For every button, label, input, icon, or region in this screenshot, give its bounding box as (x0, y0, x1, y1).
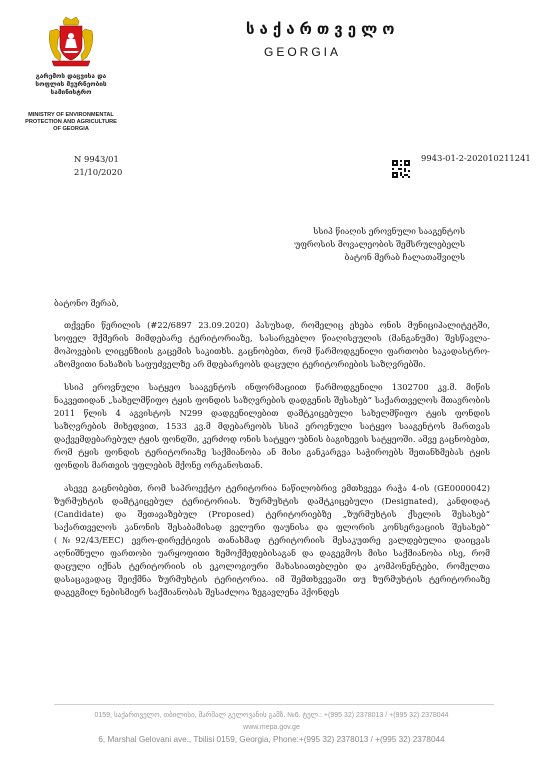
recipient-block (294, 225, 465, 264)
document-date: 21/10/2020 (74, 167, 123, 177)
recipient-line: სსიპ წიაღის ეროვნული სააგენტოს (313, 226, 465, 236)
document-code: 9943-01-2-202010211241 (421, 153, 531, 163)
footer-address-georgian: 0159, საქართველო, თბილისი, მარშალ გელოვანის გამზ. №6. ტელ.: +(995 32) 2378013 / +(995 32) 2378044 (94, 712, 449, 719)
document-number: N 9943/01 (74, 154, 119, 164)
letter-body (54, 297, 490, 609)
country-name-georgian: საქართველო (246, 20, 400, 38)
footer-website: www.mepa.gov.ge (243, 724, 300, 731)
body-paragraph: თქვენი წერილის (#22/6897 23.09.2020) პასუხად, რომელიც ეხება ონის მუნიციპალიტეტში, სოფელ შქმერის მიმდებარე ტერიტორიაზე, სასარგებლო წიაღისეულის (მანგანუმი) შესწავლა-მოპოვების ლიცენზიის გაცემის საკითხს. გაცნობებთ, რომ წარმოდგენილი ფართობი საკადასტრო-აზომვითი ნახაზის საფუძველზე არ მდებარეობს დაცული ტერიტორიების საზღვრებში. (54, 320, 490, 369)
country-name-english: GEORGIA (264, 45, 342, 59)
document-reference (74, 153, 122, 179)
salutation: ბატონო მერაბ, (54, 298, 119, 308)
body-paragraph: ასევე გაცნობებთ, რომ საპროექტო ტერიტორია ნაწილობრივ ემთხვევა რაჭა 4-ის (GE0000042) ზურმუხტის დამტკიცებულ ტერიტორიას. ზურმუხტის დამტკიცებული (Designated), კანდიდატ (Candidate) და შეთავაზებულ (Proposed) ტერიტორიებზე „ზურმუხტის ქსელის შესახებ“ საქართველოს კანონის შესაბამისად ველური ფაუნისა და ფლორის კონსერვაციის შესახებ“ (№92/43/EEC) ევრო-დირექტივის თანახმად ტერიტორიის მესაკუთრე ვალდებულია დაიცვას აღნიშნული ფართობი უარყოფითი ზემოქმედებისაგან და დაგეგმოს მისი საქმიანობა ისე, რომ დაცული იქნას ტერიტორიის ის ეკოლოგიური მახასიათებლები და კომპონენტები, რომელთა დასაცავადაც შეიქმნა ზურმუხტის ტერიტორია. იმ შემთხვევაში თუ ზურმუხტის ტერიტორიაზე დაგეგმილ ნებისმიერ საქმიანობას შესაძლოა ზეგავლენა ჰქონდეს (54, 483, 490, 597)
recipient-line: ბატონ მერაბ ჩალათაშვილს (344, 252, 465, 262)
footer-divider (54, 704, 494, 705)
ministry-name-english: MINISTRY OF ENVIRONMENTAL PROTECTION AND AGRICULTURE OF GEORGIA (25, 112, 117, 133)
footer-address-english: 6, Marshal Gelovani ave., Tbilisi 0159, Georgia, Phone:+(995 32) 2378013 / +(995 32) 2378044 (98, 735, 445, 744)
georgia-coat-of-arms-icon (46, 15, 96, 69)
footer (0, 710, 543, 747)
body-paragraph: სსიპ ეროვნული სატყეო სააგენტოს ინფორმაციით წარმოდგენილი 1302700 კვ.მ. მიწის ნაკვეთიდან „სახელმწიფო ტყის ფონდის საზღვრების დადგენის შესახებ“ საქართველოს მთავრობის 2011 წლის 4 აგვისტოს N299 დადგენილებით დამტკიცებული სახელმწიფო ტყის ფონდის საზღვრების მიხედვით, 1533 კვ.მ მდებარეობს სსიპ ეროვნული სატყეო სააგენტოს მართვას დაქვემდებარებულ ტყის ფონდში, კერძოდ ონის სატყეო უბნის ბაგიხევის სატყეოში. ამვე გაცნობებთ, რომ ტყის ფონდის ტერიტორიაზე საქმიანობა ან მისი განკარგვა საჭიროებს შეთანხმებას ტყის ფონდის მართვის უფლების მქონე ორგანოსთან. (54, 382, 490, 470)
recipient-line: უფროსის მოვალეობის შემსრულებელს (294, 239, 465, 249)
ministry-name-georgian: გარემოს დაცვისა და სოფლის მეურნეობის სამინისტრო (35, 72, 107, 96)
qr-code-icon (392, 160, 410, 178)
